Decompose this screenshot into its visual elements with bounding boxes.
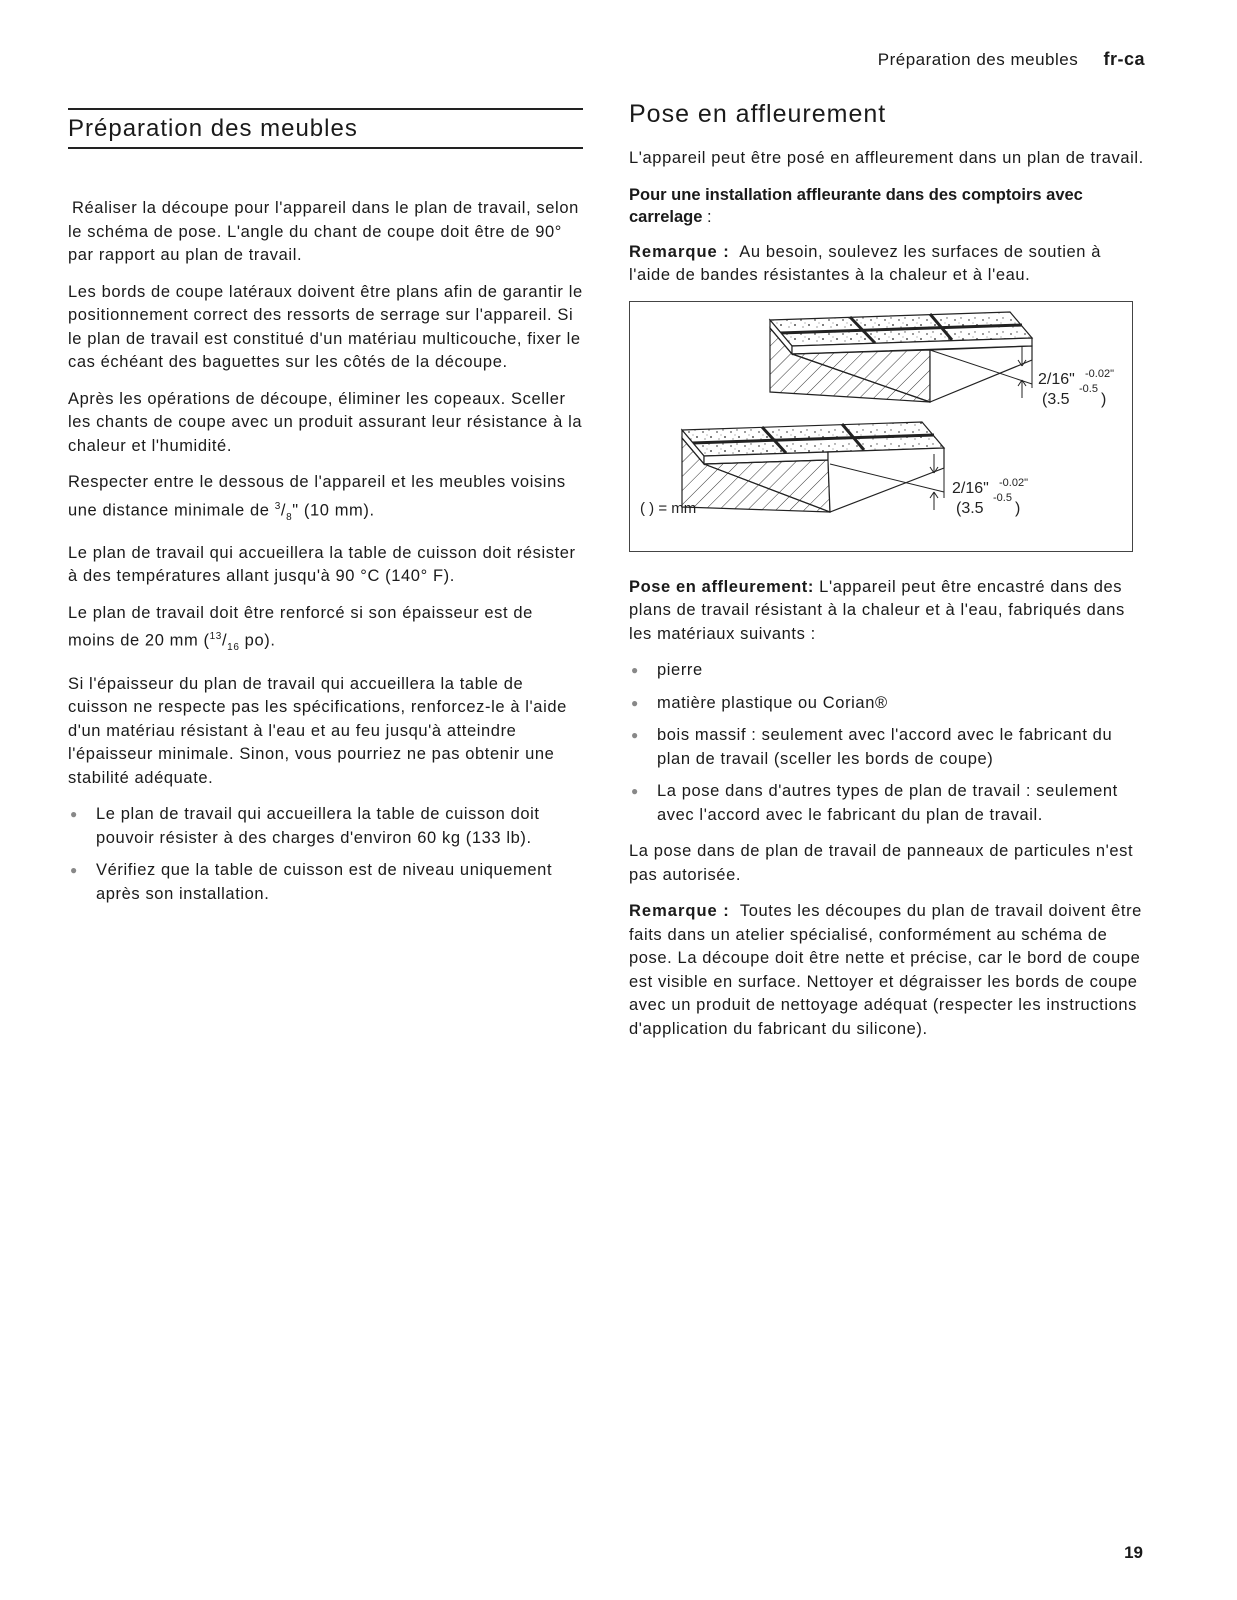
upper-tolerance-mm: -0.5: [1079, 382, 1098, 395]
remark-support-surfaces: Remarque : Au besoin, soulevez les surfaces de soutien à l'aide de bandes résistantes à la chaleur et à l'eau.: [629, 242, 1102, 284]
materials-bullet-list: [629, 659, 1144, 827]
upper-tolerance-inch: -0.02": [1085, 367, 1114, 380]
bullet-icon: ●: [631, 728, 639, 742]
paragraph-after-cutting: Après les opérations de découpe, éliminer les copeaux. Sceller les chants de coupe avec un produit assurant leur résistance à la chaleur et l'humidité.: [68, 389, 583, 455]
paragraph-flush-intro: L'appareil peut être posé en affleurement dans un plan de travail.: [629, 149, 1144, 167]
lower-mm-close: ): [1015, 499, 1021, 517]
remark-cutouts: Remarque : Toutes les découpes du plan de travail doivent être faits dans un atelier spécialisé, conformément au schéma de pose. La découpe doit être nette et précise, car le bord de coupe est visible en surface. Nettoyer et dégraisser les bords de coupe avec un produit de nettoyage adéquat (respecter les instructions d'application du fabricant du silicone).: [629, 902, 1142, 1038]
bullet-icon: ●: [70, 863, 78, 878]
section-heading: Préparation des meubles: [68, 115, 358, 142]
paragraph-particle-board: La pose dans de plan de travail de panneaux de particules n'est pas autorisée.: [629, 842, 1134, 884]
section-heading-box: [68, 108, 583, 149]
bullet-icon: ●: [631, 663, 639, 677]
page-header: [878, 49, 1145, 70]
right-column: [629, 100, 1144, 1054]
tiled-countertop-intro: Pour une installation affleurante dans des comptoirs avec carrelage :: [629, 185, 1083, 226]
flush-mount-heading: Pose en affleurement: [629, 100, 887, 128]
remark-label: Remarque :: [629, 242, 730, 261]
list-item: ● Vérifiez que la table de cuisson est de niveau uniquement après son installation.: [70, 861, 553, 903]
lower-tolerance-inch: -0.02": [999, 476, 1028, 489]
paragraph-cutout: Réaliser la découpe pour l'appareil dans le plan de travail, selon le schéma de pose. L'angle du chant de coupe doit être de 90° par rapport au plan de travail.: [68, 199, 579, 264]
left-bullet-list: [68, 803, 583, 906]
paragraph-temperature: Le plan de travail qui accueillera la table de cuisson doit résister à des températures allant jusqu'à 90 °C (140° F).: [68, 543, 576, 586]
list-item: ● matière plastique ou Corian®: [629, 692, 1144, 716]
bullet-icon: ●: [631, 784, 639, 798]
paragraph-thickness: Le plan de travail doit être renforcé si son épaisseur est de moins de 20 mm ($^{13}/_{16}$ po).: [68, 603, 533, 654]
upper-countertop: [770, 312, 1032, 402]
flush-mount-diagram: [629, 301, 1133, 552]
list-item: ● La pose dans d'autres types de plan de travail : seulement avec l'accord avec le fabricant du plan de travail.: [631, 782, 1118, 824]
left-column: [68, 108, 583, 919]
page-number: 19: [1124, 1543, 1143, 1562]
list-item: ● bois massif : seulement avec l'accord avec le fabricant du plan de travail (sceller les bords de coupe): [631, 726, 1113, 768]
upper-dimension: 2/16": [1038, 370, 1075, 388]
list-item: ● pierre: [629, 659, 1144, 683]
paragraph-reinforce: Si l'épaisseur du plan de travail qui accueillera la table de cuisson ne respecte pas les spécifications, renforcez-le à l'aide d'un matériau résistant à l'eau et au feu jusqu'à atteindre l'épaisseur minimale. Sinon, vous pourriez ne pas obtenir une stabilité adéquate.: [68, 674, 567, 787]
remark-label: Remarque :: [629, 902, 730, 920]
paragraph-min-distance: Respecter entre le dessous de l'appareil et les meubles voisins une distance minimale de $^3/_8$" (10 mm).: [68, 473, 566, 523]
flush-label: Pose en affleurement:: [629, 577, 814, 596]
lower-mm-value: (3.5: [956, 499, 984, 517]
paragraph-flush-materials: Pose en affleurement: L'appareil peut être encastré dans des plans de travail résistant à la chaleur et à l'eau, fabriqués dans les matériaux suivants :: [629, 577, 1125, 643]
list-item: ● Le plan de travail qui accueillera la table de cuisson doit pouvoir résister à des charges d'environ 60 kg (133 lb).: [70, 805, 540, 847]
upper-mm-close: ): [1101, 390, 1107, 408]
lower-dimension: 2/16": [952, 479, 989, 497]
bullet-icon: ●: [70, 807, 78, 822]
units-legend: ( ) = mm: [640, 499, 697, 517]
header-language-code: fr-ca: [1103, 49, 1145, 69]
paragraph-side-edges: Les bords de coupe latéraux doivent être plans afin de garantir le positionnement correct des ressorts de serrage sur l'appareil. Si le plan de travail est constitué d'un matériau multicouche, fixer le cas échéant des baguettes sur les côtés de la découpe.: [68, 282, 583, 371]
lower-tolerance-mm: -0.5: [993, 491, 1012, 504]
bullet-icon: ●: [631, 695, 639, 710]
countertop-illustration: [630, 302, 1132, 551]
upper-mm-value: (3.5: [1042, 390, 1070, 408]
header-section-title: Préparation des meubles: [877, 50, 1079, 69]
lower-countertop: [682, 422, 944, 512]
